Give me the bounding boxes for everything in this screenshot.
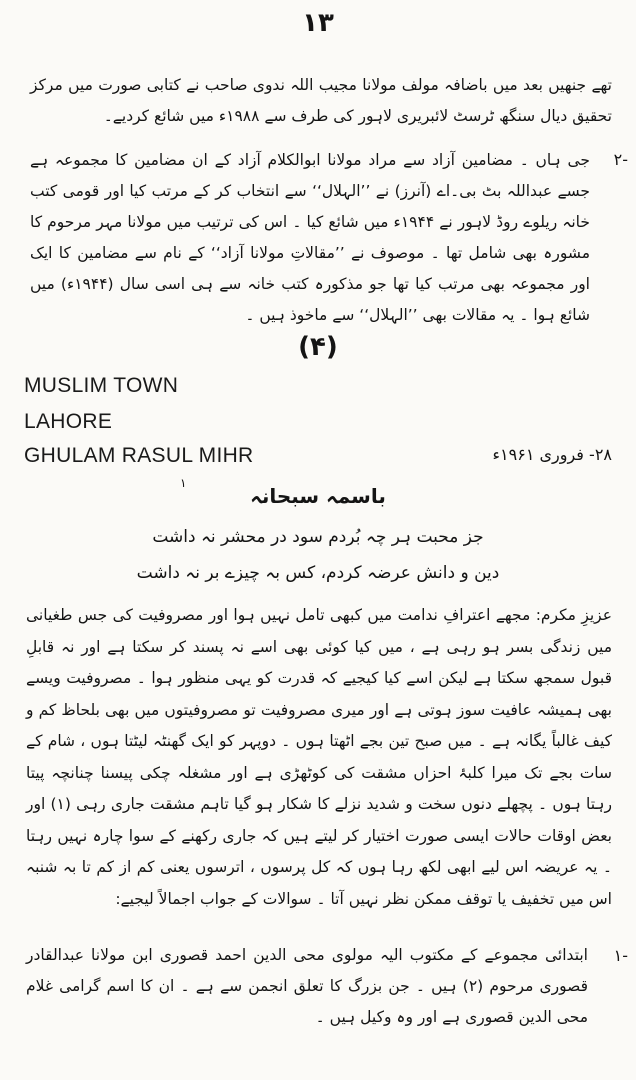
letter-number: (۴) — [298, 332, 338, 362]
footnote-2-number: ۲- — [613, 150, 628, 169]
answer-1-text: ابتدائی مجموعے کے مکتوب الیہ مولوی محی الدین احمد قصوری ابن مولانا عبدالقادر قصوری مرحوم (۲) ہیں ۔ جن بزرگ کا تعلق انجمن سے ہے ۔ ان کا اسم گرامی غلام محی الدین قصوری ہے اور وہ وکیل ہیں ۔ — [26, 946, 588, 1026]
page-number: ۱۳ — [302, 8, 334, 38]
answer-1-number: ۱- — [613, 946, 628, 965]
address-line-2: LAHORE — [24, 410, 113, 433]
superscript-mark: ۱ — [180, 476, 187, 490]
verse-line-2: دین و دانش عرضہ کردم، کس بہ چیزے بر نہ داشت — [136, 563, 500, 583]
address-line-3-name: GHULAM RASUL MIHR — [24, 444, 254, 467]
letter-body: عزیزِ مکرم: مجھے اعترافِ ندامت میں کبھی تامل نہیں ہوا اور مصروفیت کی جس طغیانی میں زندگی بسر ہو رہی ہے ، میں کیا کوئی بھی اسے نہ پسند کر سکتا ہے اور نہ قابلِ قبول سمجھ سکتا ہے لیکن اسے کیا کیجیے کہ قدرت کو یہی منظور ہوا ۔ مصروفیت ویسے بھی ہمیشہ عافیت سوز ہوتی ہے اور میری مصروفیت تو مصروفیتوں میں بھی بلحاظ کم و کیف غالباً یگانہ ہے ۔ میں صبح تین بجے اٹھتا ہوں ۔ دوپہر کو ایک گھنٹہ لیٹتا ہوں ، شام کے سات بجے تک میرا کلبۂ احزاں مشقت کی کوٹھڑی ہے اور مشغلہ چکی پیسنا چنانچہ پیتا رہتا ہوں ۔ پچھلے دنوں سخت و شدید نزلے کا شکار ہو گیا تاہم مشقت جاری رہی (۱) اور بعض اوقات حالات ایسی صورت اختیار کر لیتے ہیں کہ جاری رکھنے کے سوا چارہ نہیں رہتا ۔ یہ عریضہ اس لیے ابھی لکھ رہا ہوں کہ کل پرسوں ، اترسوں یعنی کم از کم تا بہ شنبہ اس میں تخفیف یا توقف ممکن نظر نہیں آتا ۔ سوالات کے جواب اجمالاً لیجیے: — [26, 606, 612, 908]
footnote-2-text: جی ہاں ۔ مضامین آزاد سے مراد مولانا ابوالکلام آزاد کے ان مضامین کا مجموعہ ہے جسے عبداللہ بٹ بی۔اے (آنرز) نے ’’الہلال‘‘ سے انتخاب کر کے مرتب کیا اور قومی کتب خانہ ریلوے روڈ لاہور نے ۱۹۴۴ء میں شائع کیا ۔ اس کی ترتیب میں مولانا مہر مرحوم کا مشورہ بھی شامل تھا ۔ موصوف نے ’’مقالاتِ مولانا آزاد‘‘ کے نام سے مضامین کا ایک اور مجموعہ بھی مرتب کیا تھا جو مذکورہ کتب خانہ سے ہی اسی سال (۱۹۴۴ء) میں شائع ہوا ۔ یہ مقالات بھی ’’الہلال‘‘ سے ماخوذ ہیں ۔ — [30, 151, 590, 324]
invocation: باسمہ سبحانہ — [250, 484, 386, 508]
verse-line-1: جز محبت ہر چہ بُردم سود در محشر نہ داشت — [152, 527, 484, 547]
address-line-1: MUSLIM TOWN — [24, 374, 179, 397]
top-paragraph: تھے جنھیں بعد میں باضافہ مولف مولانا مجیب اللہ ندوی صاحب نے کتابی صورت میں مرکز تحقیق دیال سنگھ ٹرسٹ لائبریری لاہور کی طرف سے ۱۹۸۸ء میں شائع کردیے۔ — [30, 76, 612, 125]
letter-date: ۲۸- فروری ۱۹۶۱ء — [492, 445, 612, 464]
